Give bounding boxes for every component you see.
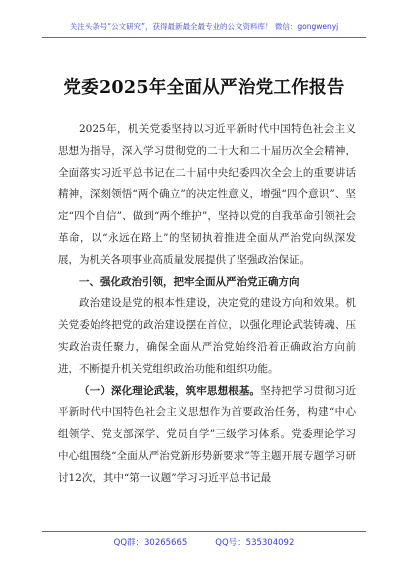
- qq-group-text: QQ群：30265665: [113, 538, 188, 548]
- footer-divider: [42, 531, 366, 532]
- subsection-text: 坚持把学习贯彻习近平新时代中国特色社会主义思想作为首要政治任务，构建“中心组领学、党支部深学、党员自学”三级学习体系。党委理论学习中心组围绕“全面从严治党新形势新要求”等主题开展专题学习研讨12次，其中“第一议题”学习习近平总书记最: [58, 384, 357, 484]
- intro-paragraph: 2025年，机关党委坚持以习近平新时代中国特色社会主义思想为指导，深入学习贯彻党的二十大和二十届历次全会精神，全面落实习近平总书记在二十届中央纪委四次全会上的重要讲话精神，深刻领悟“两个确立”的决定性意义，增强“四个意识”、坚定“四个自信”、做到“两个维护”，坚持以党的自我革命引领社会革命，以“永远在路上”的坚韧执着推进全面从严治党向纵深发展，为机关各项事业高质量发展提供了坚强政治保证。: [58, 123, 356, 266]
- subsection-heading: （一）深化理论武装，筑牢思想根基。: [79, 384, 261, 397]
- footer: [0, 536, 408, 548]
- section-paragraph: 政治建设是党的根本性建设，决定党的建设方向和效果。机关党委始终把党的政治建设摆在首位，以强化理论武装铸魂、压实政治责任聚力，确保全面从严治党始终沿着正确政治方向前进，不断提升机关党组织政治功能和组织功能。: [58, 297, 356, 375]
- header-divider: [42, 37, 366, 38]
- document-body: [58, 119, 356, 490]
- document-title: 党委2025年全面从严治党工作报告: [63, 78, 345, 98]
- header-note: 关注头条号“公文研究”，获得最新最全最专业的公文资料库！ 微信：gongwenyj: [69, 22, 339, 31]
- qq-number-text: QQ号：535304092: [215, 538, 295, 548]
- section-heading: 一、强化政治引领，把牢全面从严治党正确方向: [79, 275, 300, 288]
- subsection-paragraph: [58, 381, 356, 490]
